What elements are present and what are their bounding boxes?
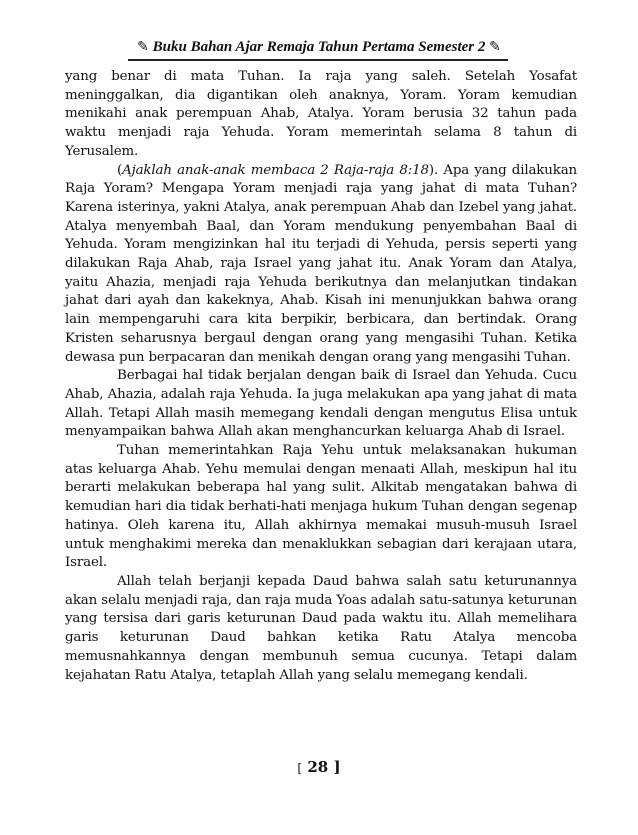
paragraph-3: Berbagai hal tidak berjalan dengan baik di Israel dan Yehuda. Cucu Ahab, Ahazia, adalah raja Yehuda. Ia juga melakukan apa yang jahat di mata Allah. Tetapi Allah masih memegang kendali dengan mengutus Elisa untuk menyampaikan bahwa Allah akan menghancurkan keluarga Ahab di Israel. [65,368,577,440]
paragraph-1: yang benar di mata Tuhan. Ia raja yang saleh. Setelah Yosafat meninggalkan, dia digantikan oleh anaknya, Yoram. Yoram kemudian menikahi anak perempuan Ahab, Atalya. Yoram berusia 32 tahun pada waktu menjadi raja Yehuda. Yoram memerintah selama 8 tahun di Yerusalem. [65,69,577,159]
page-number-value: 28 [307,758,329,776]
scripture-reference: Ajaklah anak-anak membaca 2 Raja-raja 8:18 [122,162,429,178]
page-number [0,758,638,776]
body-text [65,68,577,685]
paragraph-4: Tuhan memerintahkan Raja Yehu untuk melaksanakan hukuman atas keluarga Ahab. Yehu memulai dengan menaati Allah, meskipun hal itu berarti melakukan beberapa hal yang sulit. Alkitab mengatakan bahwa di kemudian hari dia tidak berhati-hati menjaga hukum Tuhan dengan segenap hatinya. Oleh karena itu, Allah akhirnya memakai musuh-musuh Israel untuk menghakimi mereka dan menaklukkan sebagian dari kerajaan utara, Israel. [65,443,577,571]
paragraph-2-open: ( [117,162,123,178]
page-bracket-right: ] [333,758,341,776]
running-header [0,38,638,57]
page-bracket-left: [ [297,761,303,775]
paragraph-2 [65,162,577,368]
paragraph-2-rest: ). Apa yang dilakukan Raja Yoram? Mengapa Yoram menjadi raja yang jahat di mata Tuhan? Karena isterinya, yakni Atalya, anak perempuan Ahab dan Izebel yang jahat. Atalya menyembah Baal, dan Yoram mendukung penyembahan Baal di Yehuda. Yoram mengizinkan hal itu terjadi di Yehuda, persis seperti yang dilakukan Raja Ahab, raja Israel yang jahat itu. Anak Yoram dan Atalya, yaitu Ahazia, menjadi raja Yehuda berikutnya dan melanjutkan tindakan jahat dari ayah dan kakeknya, Ahab. Kisah ini menunjukkan bahwa orang lain mempengaruhi cara kita berpikir, berbicara, dan bertindak. Orang Kristen seharusnya bergaul dengan orang yang mengasihi Tuhan. Ketika dewasa pun berpacaran dan menikah dengan orang yang mengasihi Tuhan. [65,162,578,365]
header-rule [128,59,508,61]
paragraph-5: Allah telah berjanji kepada Daud bahwa salah satu keturunannya akan selalu menjadi raja, dan raja muda Yoas adalah satu-satunya keturunan yang tersisa dari garis keturunan Daud pada waktu itu. Allah memelihara garis keturunan Daud bahkan ketika Ratu Atalya mencoba memusnahkannya dengan membunuh semua cucunya. Tetapi dalam kejahatan Ratu Atalya, tetaplah Allah yang selalu memegang kendali. [65,573,577,683]
ornament-right-icon: ✎ [489,40,501,55]
header-title: Buku Bahan Ajar Remaja Tahun Pertama Semester 2 [152,39,486,55]
ornament-left-icon: ✎ [137,40,149,55]
